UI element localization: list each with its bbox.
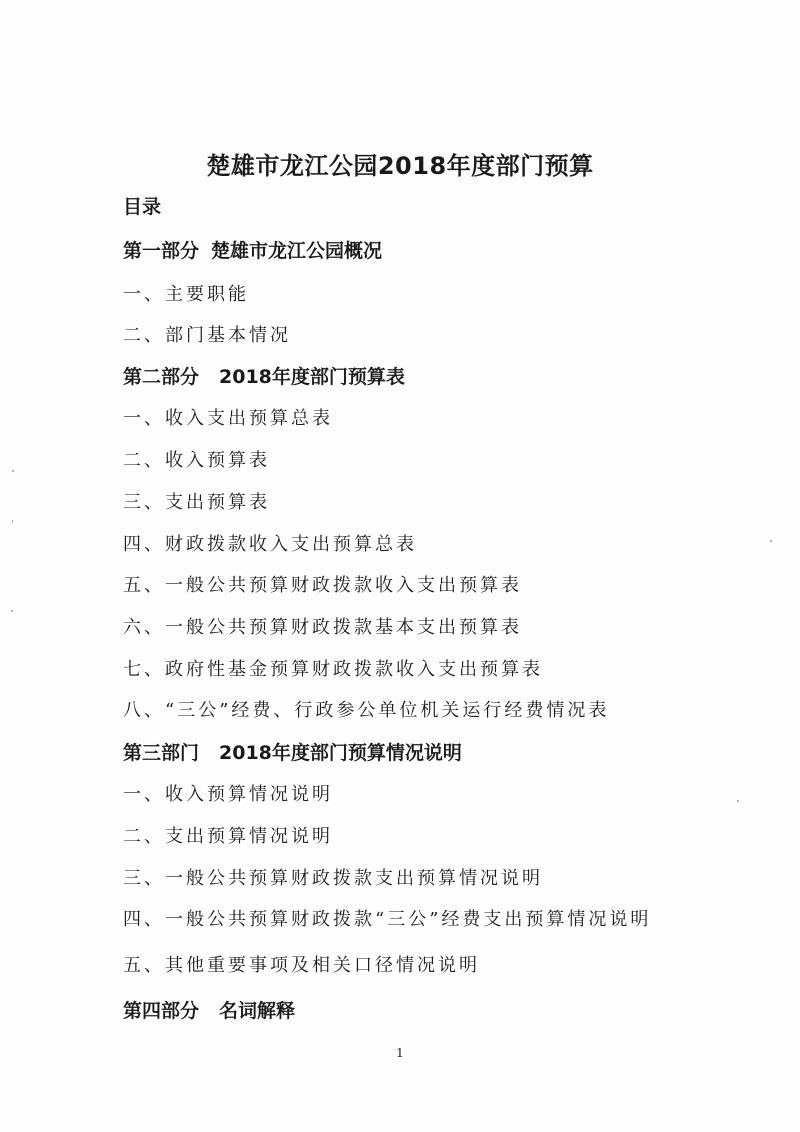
part2-item-2: 二、收入预算表 [123, 450, 270, 471]
scan-speck [12, 470, 14, 472]
part2-heading [123, 362, 405, 389]
part2-item-4: 四、财政拨款收入支出预算总表 [123, 534, 417, 555]
part3-item-1: 一、收入预算情况说明 [123, 784, 333, 805]
part1-item-1: 一、主要职能 [123, 284, 249, 305]
part3-heading [123, 738, 462, 765]
part3-item-4: 四、一般公共预算财政拨款“三公”经费支出预算情况说明 [123, 909, 652, 930]
scan-speck [11, 610, 13, 612]
part3-item-3: 三、一般公共预算财政拨款支出预算情况说明 [123, 868, 543, 889]
part2-item-7: 七、政府性基金预算财政拨款收入支出预算表 [123, 659, 543, 680]
part1-heading [123, 236, 382, 263]
part1-title: 楚雄市龙江公园概况 [211, 240, 383, 262]
part2-label: 第二部分 [123, 366, 200, 388]
scan-speck [770, 540, 772, 542]
scan-speck [737, 800, 739, 802]
page-number: 1 [396, 1046, 404, 1060]
part4-title: 名词解释 [219, 1000, 296, 1022]
toc-label: 目录 [123, 196, 162, 218]
part4-heading [123, 996, 295, 1023]
part1-label: 第一部分 [123, 240, 200, 262]
part3-item-5: 五、其他重要事项及相关口径情况说明 [123, 955, 480, 976]
part3-title: 2018年度部门预算情况说明 [219, 742, 462, 764]
part2-title: 2018年度部门预算表 [219, 366, 405, 388]
part2-item-1: 一、收入支出预算总表 [123, 408, 333, 429]
part2-item-6: 六、一般公共预算财政拨款基本支出预算表 [123, 617, 522, 638]
part2-item-3: 三、支出预算表 [123, 492, 270, 513]
scan-speck [12, 520, 13, 523]
part1-item-2: 二、部门基本情况 [123, 325, 291, 346]
part4-label: 第四部分 [123, 1000, 200, 1022]
part2-item-8: 八、“三公”经费、行政参公单位机关运行经费情况表 [123, 700, 610, 721]
document-title: 楚雄市龙江公园2018年度部门预算 [206, 152, 594, 180]
part3-label: 第三部门 [123, 742, 200, 764]
part2-item-5: 五、一般公共预算财政拨款收入支出预算表 [123, 575, 522, 596]
part3-item-2: 二、支出预算情况说明 [123, 826, 333, 847]
